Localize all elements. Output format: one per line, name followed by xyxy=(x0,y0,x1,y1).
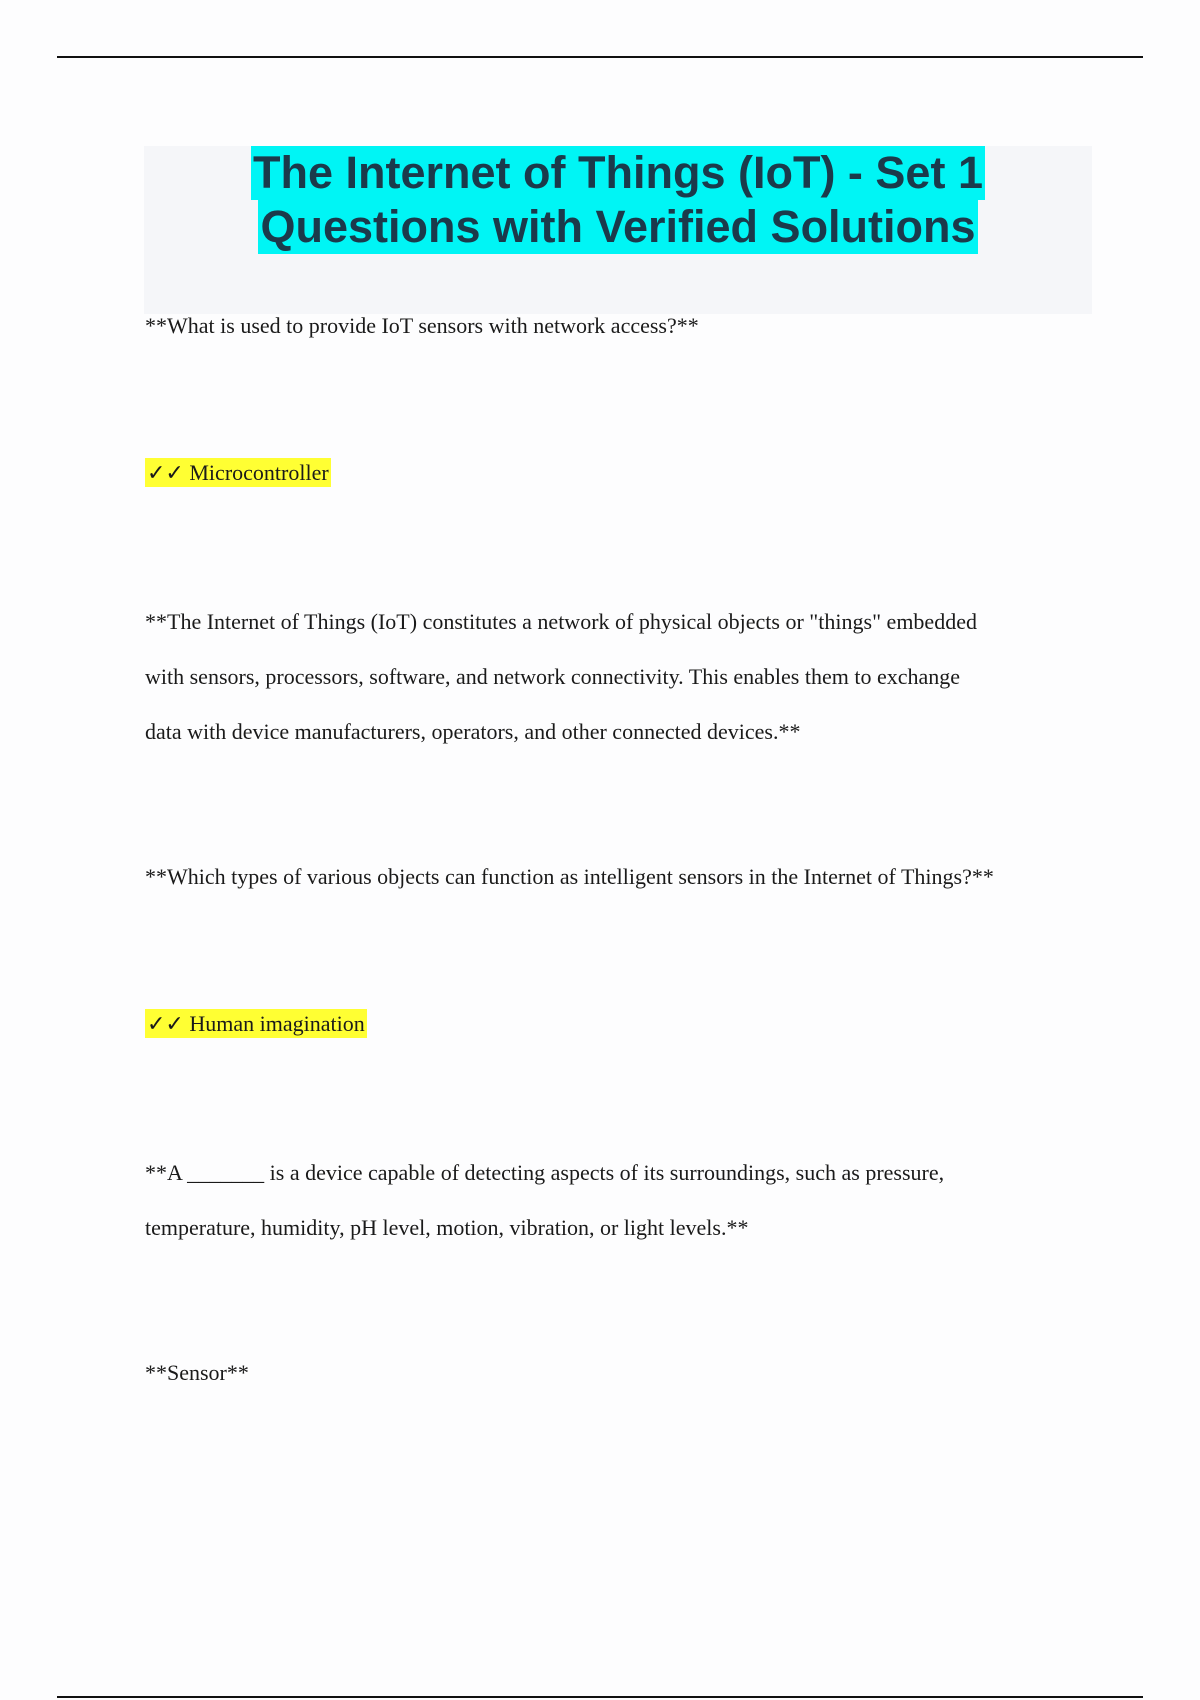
answer-3 xyxy=(145,1345,1085,1400)
title-banner xyxy=(144,146,1092,314)
answer-1-text: Microcontroller xyxy=(189,460,329,485)
question-1-text: **What is used to provide IoT sensors with network access?** xyxy=(145,313,699,338)
answer-2 xyxy=(145,996,1085,1052)
question-3-line-2: temperature, humidity, pH level, motion, vibration, or light levels.** xyxy=(145,1215,749,1240)
statement-1-line-2: with sensors, processors, software, and network connectivity. This enables them to exchange xyxy=(145,664,961,689)
question-3 xyxy=(145,1145,1085,1255)
double-check-icon: ✓✓ xyxy=(147,1012,184,1037)
statement-1-line-3: data with device manufacturers, operators, and other connected devices.** xyxy=(145,719,801,744)
question-3-line-1: **A _______ is a device capable of detecting aspects of its surroundings, such as pressure, xyxy=(145,1160,945,1185)
double-check-icon: ✓✓ xyxy=(147,461,184,486)
statement-1-line-1: **The Internet of Things (IoT) constitutes a network of physical objects or "things" embedded xyxy=(145,609,977,634)
question-2-text: **Which types of various objects can function as intelligent sensors in the Internet of Things?** xyxy=(145,864,994,889)
page-title-line-1: The Internet of Things (IoT) - Set 1 xyxy=(253,147,983,198)
answer-2-text: Human imagination xyxy=(189,1011,365,1036)
question-1 xyxy=(145,298,1085,353)
answer-1-highlight xyxy=(145,458,331,487)
question-2 xyxy=(145,849,1085,904)
answer-2-highlight xyxy=(145,1009,367,1038)
answer-1 xyxy=(145,445,1085,501)
statement-1 xyxy=(145,594,1085,759)
answer-3-text: **Sensor** xyxy=(145,1360,249,1385)
page-title-line-2: Questions with Verified Solutions xyxy=(260,201,976,252)
header-rule xyxy=(57,56,1143,58)
footer-rule xyxy=(57,1696,1143,1698)
